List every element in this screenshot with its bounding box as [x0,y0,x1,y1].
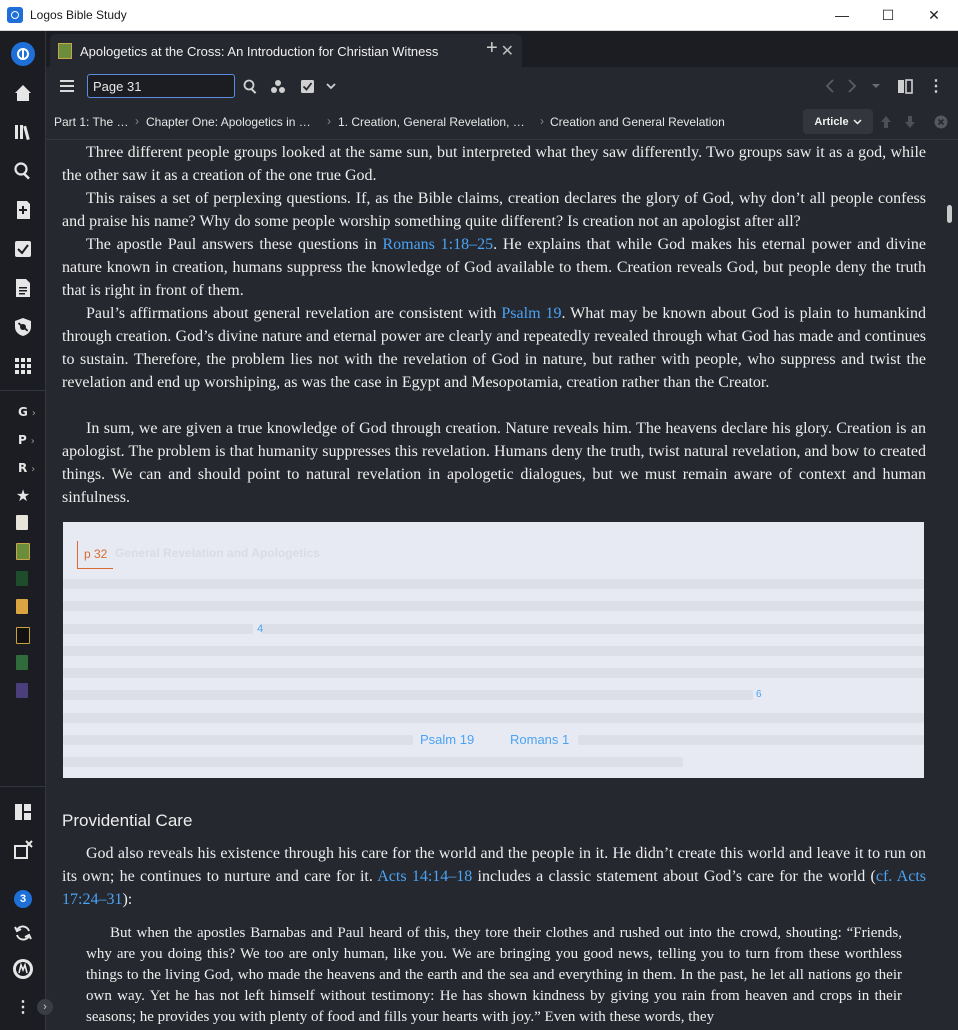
paragraph-paul: The apostle Paul answers these questions in Romans 1:18–25. He explains that while God makes his eternal power and divine nature known in creation, humans suppress the knowledge of God available to them. Creation reveals God, but people deny the truth that is right in front of them. [62,236,927,299]
paragraph-summary: In sum, we are given a true knowledge of God through creation. Nature reveals him. The heavens declare his glory. Creation is an apologist. The problem is that humanity suppresses this revelation. Humans deny the truth, twist natural revelation, and bow to created things. We can and should point to natural revelation in apologetic dialogues, but we must remain aware of context and human sinfulness. [62,420,926,506]
library-icon[interactable] [11,120,35,144]
parallel-panel-icon[interactable] [895,76,915,96]
page-reference-input[interactable] [87,74,235,98]
acts-14-14-18-link[interactable]: Acts 14:14–18 [377,868,473,885]
panel-menu-hamburger-icon[interactable] [60,80,74,82]
breadcrumb-separator: › [327,114,331,128]
recent-book-2-icon[interactable] [16,543,30,560]
recent-book-5-icon[interactable] [16,627,30,644]
left-sidebar [0,31,46,1030]
tab-bar [46,31,958,67]
scrollbar-thumb[interactable] [947,205,952,223]
recent-book-7-icon[interactable] [16,683,28,698]
faded-text-line [261,624,924,634]
sidebar-passage-item[interactable]: P › [18,433,35,447]
layouts-icon[interactable] [11,800,35,824]
notification-badge[interactable]: 3 [14,890,32,908]
tab-apologetics-at-the-cross[interactable] [50,34,522,67]
breadcrumb-separator: › [540,114,544,128]
block-quote-acts: But when the apostles Barnabas and Paul heard of this, they tore their clothes and rushed out into the crowd, shouting: “Friends, why are you doing this? We too are only human, like you. We are bringing you good news, telling you to turn from these worthless things to the living God, who made the heavens and the earth and the sea and everything in them. In the past, he let all nations go their own way. Yet he has not left himself without testimony: He has shown kindness by giving you rain from heaven and crops in their seasons; he provides you with plenty of food and fills your hearts with joy.” Even with these words, they [86,925,902,1025]
recent-book-4-icon[interactable] [16,599,28,614]
more-vertical-icon[interactable]: ⋮ [15,999,31,1016]
minimize-button[interactable]: — [835,7,849,23]
faded-text-line [63,601,924,611]
box-romans-1-link[interactable]: Romans 1 [510,732,570,747]
box-psalm-19-link[interactable]: Psalm 19 [420,732,475,747]
visual-filters-icon[interactable] [268,76,288,96]
breadcrumb-subsection[interactable]: Creation and General Revelation [550,115,725,129]
history-back-icon[interactable] [820,76,840,96]
faded-text-line [63,579,924,589]
paragraph-providential-care: God also reveals his existence through his care for the world and the people in it. He didn’t create this world and leave it to run on its own; he continues to nurture and care for it. Acts 14:14–18 includes a classic statement about God’s care for the world (cf. Acts 17:24–31): [62,845,927,908]
content-scrollbar[interactable] [944,140,958,1030]
close-breadcrumb-icon[interactable] [934,115,948,134]
next-article-arrow-icon[interactable] [904,115,916,134]
close-panels-icon[interactable] [11,838,35,862]
section-heading-providential-care: Providential Care [62,811,193,830]
favorites-star-icon[interactable]: ★ [15,488,31,505]
annotations-checkbox-icon[interactable] [297,76,317,96]
faded-text-line [63,646,924,656]
faded-text-line [63,757,683,767]
chevron-down-icon [853,119,862,125]
faded-text-line [63,735,413,745]
recent-book-3-icon[interactable] [16,571,28,586]
search-in-resource-icon[interactable] [240,76,260,96]
book-cover-icon [58,43,72,59]
new-tab-plus-icon[interactable]: + [486,37,498,59]
psalm-19-link[interactable]: Psalm 19 [501,305,562,322]
footnote-6-link[interactable]: 6 [756,689,762,700]
recent-book-1-icon[interactable] [16,515,28,530]
page-32-marker: p 32 [77,541,113,569]
romans-1-18-25-link[interactable]: Romans 1:18–25 [382,236,494,253]
sidebar-divider [0,390,45,391]
acts-17-24-31-link[interactable]: cf. Acts 17:24–31 [62,868,927,908]
search-icon[interactable] [11,159,35,183]
close-window-button[interactable]: ✕ [928,6,940,23]
checklist-icon[interactable] [11,237,35,261]
add-document-icon[interactable] [11,198,35,222]
paragraph-questions: This raises a set of perplexing questions. If, as the Bible claims, creation declares the glory of God, why don’t all people confess and praise his name? Why do some people worship something quite different? Is creation not an apologist after all? [62,190,926,230]
breadcrumb [46,105,958,140]
app-title: Logos Bible Study [30,8,127,22]
maximize-button[interactable]: ☐ [881,6,895,23]
tab-close-icon[interactable]: ✕ [500,43,514,60]
notes-document-icon[interactable] [11,276,35,300]
breadcrumb-part[interactable]: Part 1: The … [54,115,129,129]
tab-title: Apologetics at the Cross: An Introduction for Christian Witness [80,44,439,59]
faded-text-line [63,624,253,634]
user-avatar-icon[interactable] [11,957,35,981]
history-dropdown-icon[interactable] [866,76,886,96]
faded-text-line [578,735,924,745]
paragraph-sun: Three different people groups looked at the same sun, but interpreted what they saw differently. Two groups saw it as a god, while the other saw it as a creation of the one true God. [62,144,926,184]
footnote-4-link[interactable]: 4 [257,623,264,635]
article-button-label: Article [814,115,849,128]
breadcrumb-separator: › [135,114,139,128]
breadcrumb-chapter[interactable]: Chapter One: Apologetics in … [146,115,311,129]
previous-article-arrow-icon[interactable] [880,115,892,134]
recent-book-6-icon[interactable] [16,655,28,670]
article-dropdown-button[interactable] [803,109,873,134]
logos-home-logo-icon[interactable] [11,42,35,66]
faded-text-line [63,690,753,700]
logos-logo-icon [7,7,23,23]
sidebar-guides-item[interactable]: G › [18,405,36,419]
sidebar-article-box [63,522,924,778]
breadcrumb-section[interactable]: 1. Creation, General Revelation, … [338,115,525,129]
expand-sidebar-chevron-icon[interactable]: › [37,999,53,1015]
faded-text-line [63,668,924,678]
apps-grid-icon[interactable] [11,354,35,378]
faded-text-line [63,713,924,723]
sync-icon[interactable] [11,921,35,945]
annotations-dropdown-chevron-icon[interactable] [321,76,341,96]
home-icon[interactable] [11,81,35,105]
box-heading: General Revelation and Apologetics [115,546,320,560]
resource-content [46,140,944,1030]
window-titlebar [0,0,958,31]
sidebar-resources-item[interactable]: R › [18,461,36,475]
no-eye-shield-icon[interactable] [11,315,35,339]
resource-toolbar [46,67,958,105]
panel-more-options-icon[interactable]: ⋮ [928,78,944,95]
paragraph-psalm: Paul’s affirmations about general revelation are consistent with Psalm 19. What may be known about God is plain to humankind through creation. God’s divine nature and eternal power are clearly and repeatedly revealed through what God has made and continues to sustain. Therefore, the problem lies not with the revelation of God in nature, but rather with people, who suppress and twist the revelation and end up worshiping, as was the case in Egypt and Mesopotamia, creation rather than the Creator. [62,305,926,391]
sidebar-divider-2 [0,786,45,787]
history-forward-icon[interactable] [842,76,862,96]
